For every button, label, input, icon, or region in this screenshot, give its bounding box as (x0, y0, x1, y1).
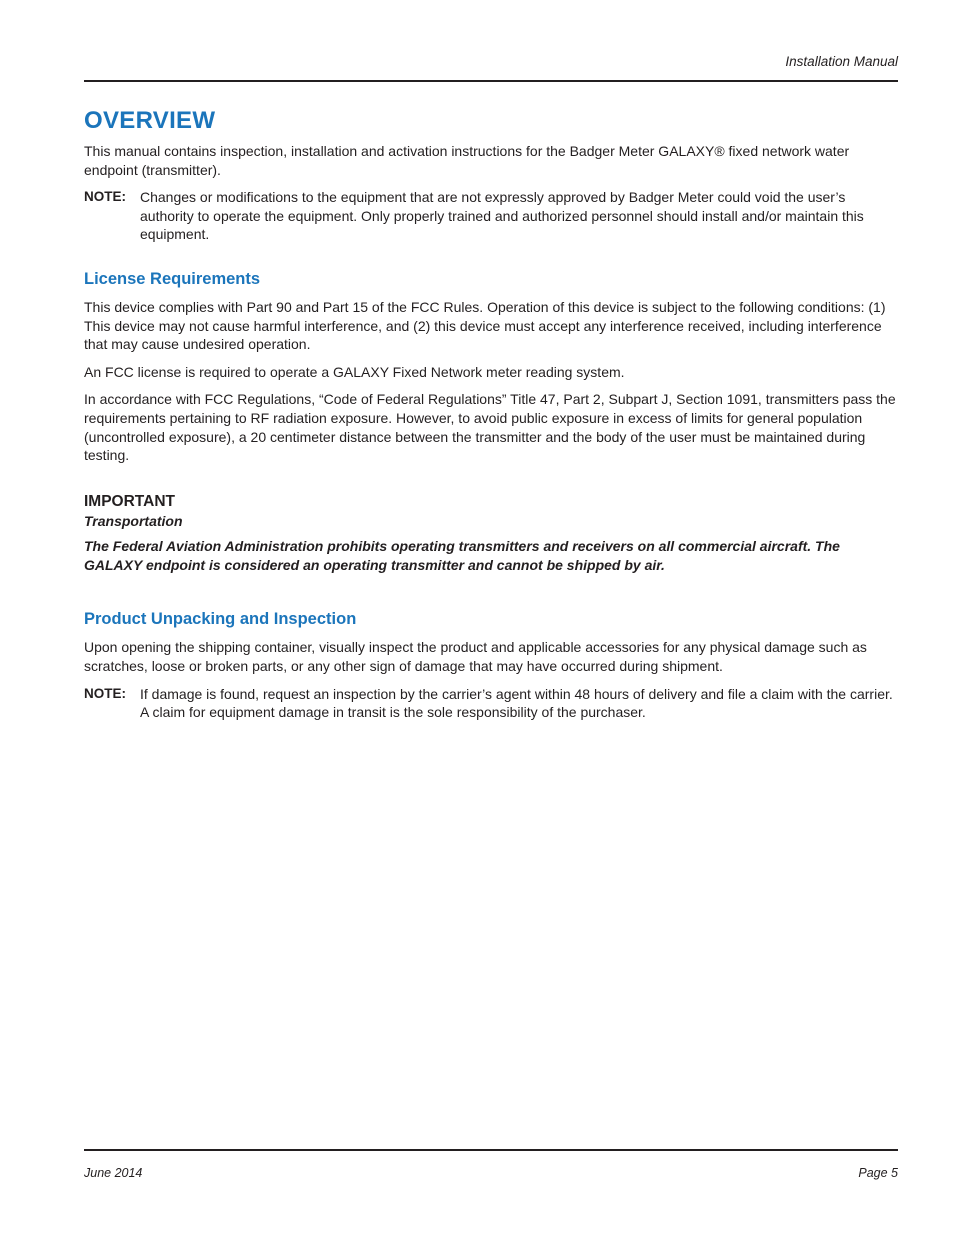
page-number: Page 5 (858, 1166, 898, 1180)
running-header-title: Installation Manual (785, 54, 898, 69)
page-content (84, 106, 898, 731)
overview-intro: This manual contains inspection, installation and activation instructions for the Badger Meter GALAXY® fixed network water endpoint (transmitter). (84, 143, 850, 178)
important-subtitle: Transportation (84, 512, 183, 529)
spacer (84, 574, 898, 608)
license-paragraph: This device complies with Part 90 and Part 15 of the FCC Rules. Operation of this device is subject to the following conditions: (1) This device may not cause harmful interference, and (2) this device must accept any interference received, including interference that may cause undesired operation. (84, 298, 886, 353)
spacer (84, 474, 898, 492)
document-page (84, 0, 898, 1235)
important-title: IMPORTANT (84, 492, 175, 510)
important-text: The Federal Aviation Administration prohibits operating transmitters and receivers on all commercial aircraft. The GALAXY endpoint is considered an operating transmitter and cannot be shipped by air. (84, 537, 840, 573)
spacer (84, 253, 898, 268)
header-rule (84, 80, 898, 82)
unpacking-paragraph: Upon opening the shipping container, visually inspect the product and applicable accessories for any physical damage such as scratches, loose or broken parts, or any other sign of damage that may have occurred during shipment. (84, 639, 867, 674)
note-label: NOTE: (84, 685, 126, 701)
unpacking-heading: Product Unpacking and Inspection (84, 610, 357, 629)
footer-rule (84, 1149, 898, 1151)
note-label: NOTE: (84, 189, 126, 205)
footer-date: June 2014 (84, 1166, 143, 1180)
overview-note (84, 188, 898, 244)
note-text: If damage is found, request an inspection by the carrier’s agent within 48 hours of delivery and file a claim with the carrier. A claim for equipment damage in transit is the sole responsibility of the purchaser. (140, 685, 893, 721)
license-paragraph: In accordance with FCC Regulations, “Code of Federal Regulations” Title 47, Part 2, Subpart J, Section 1091, transmitters pass the requirements pertaining to RF radiation exposure. However, to avoid public exposure in excess of limits for general population (uncontrolled exposure), a 20 centimeter distance between the transmitter and the body of the user must be maintained during testing. (84, 391, 896, 464)
important-callout (84, 492, 898, 575)
license-heading: License Requirements (84, 269, 261, 288)
note-text: Changes or modifications to the equipment that are not expressly approved by Badger Meter could void the user’s authority to operate the equipment. Only properly trained and authorized personnel should install and/or maintain this equipment. (140, 189, 864, 243)
overview-heading: OVERVIEW (84, 107, 216, 134)
unpacking-note (84, 685, 898, 722)
license-paragraph: An FCC license is required to operate a GALAXY Fixed Network meter reading system. (84, 363, 625, 380)
